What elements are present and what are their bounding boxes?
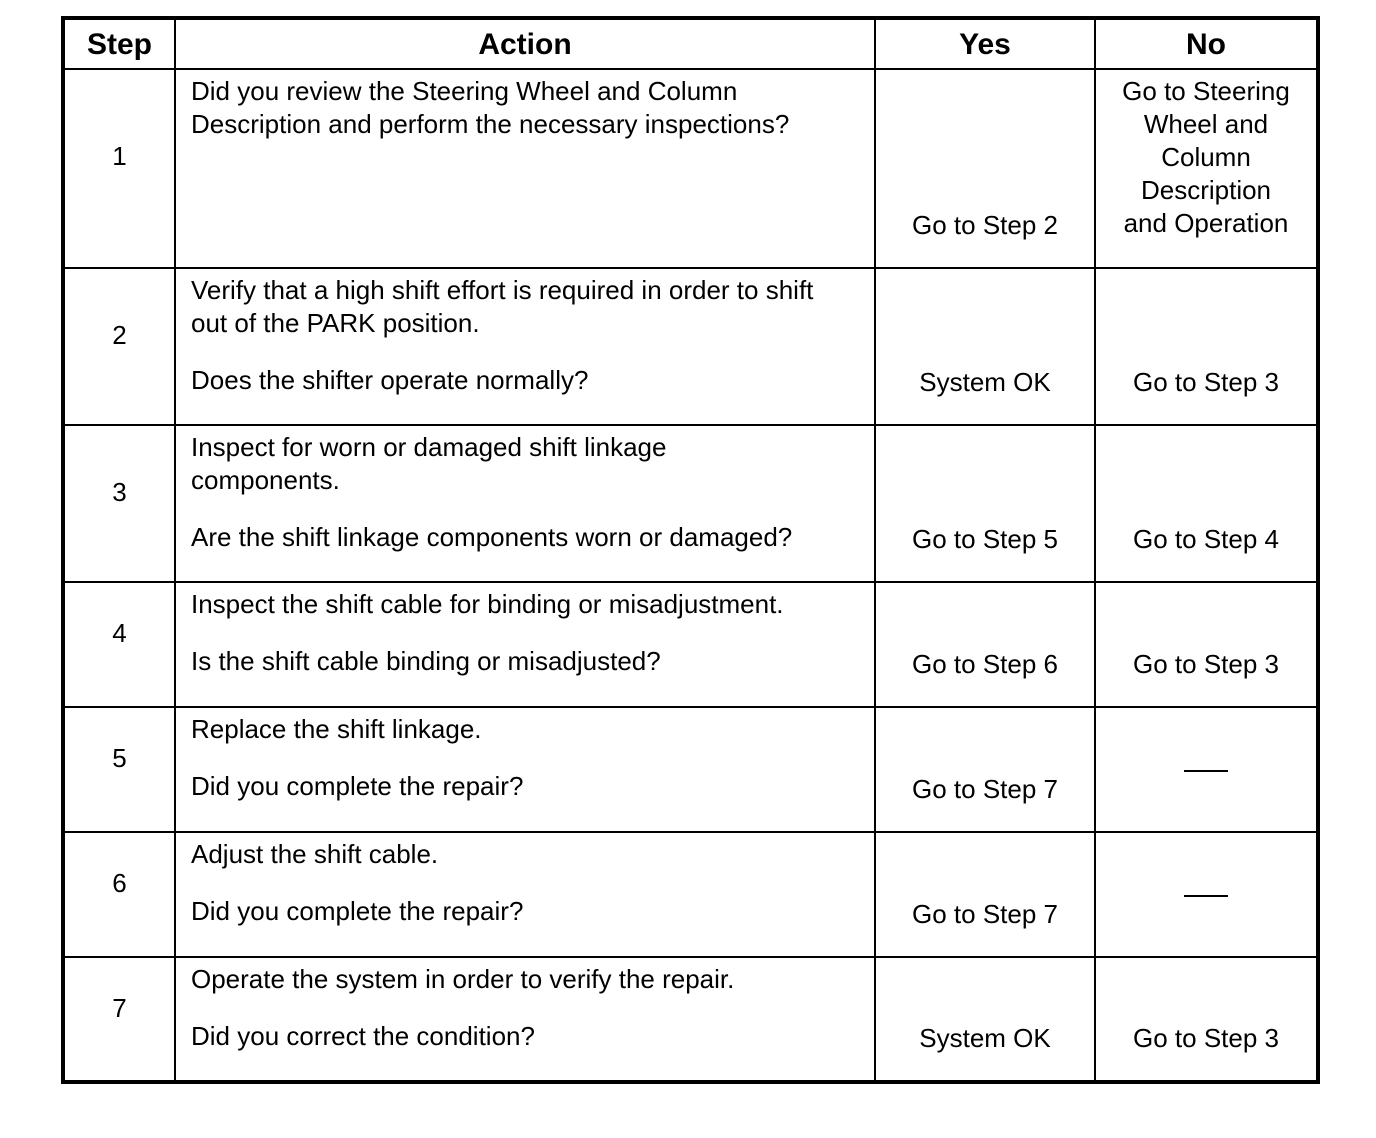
action-line: Inspect for worn or damaged shift linkage (191, 432, 667, 462)
action-line: Description and perform the necessary inspections? (191, 109, 790, 139)
action-cell (175, 268, 875, 425)
step-number-cell (63, 707, 175, 832)
table-row (63, 582, 1318, 707)
action-line: Operate the system in order to verify the repair. (191, 964, 735, 994)
action-cell (175, 425, 875, 582)
table-row (63, 69, 1318, 268)
action-cell (175, 707, 875, 832)
step-number-cell (63, 268, 175, 425)
table-row (63, 957, 1318, 1082)
no-result-line: Wheel and (1143, 109, 1269, 139)
yes-result-cell: Go to Step 7 (875, 707, 1095, 832)
yes-column-header: Yes (875, 18, 1095, 69)
action-question: Did you complete the repair? (191, 771, 524, 801)
yes-result-cell: Go to Step 6 (875, 582, 1095, 707)
yes-result-cell: Go to Step 5 (875, 425, 1095, 582)
no-result-line: Go to Steering (1122, 76, 1290, 106)
yes-result-cell: System OK (875, 268, 1095, 425)
no-result-cell (1095, 69, 1318, 268)
action-line: Verify that a high shift effort is required in order to shift (191, 275, 814, 305)
action-line: Replace the shift linkage. (191, 714, 482, 744)
step-number-cell (63, 425, 175, 582)
action-question: Did you complete the repair? (191, 896, 524, 926)
no-result-line: Description (1140, 175, 1272, 205)
action-question: Does the shifter operate normally? (191, 365, 589, 395)
no-result-cell: Go to Step 3 (1095, 582, 1318, 707)
no-column-header: No (1095, 18, 1318, 69)
diagnostic-table (61, 16, 1320, 1084)
action-line: Inspect the shift cable for binding or misadjustment. (191, 589, 784, 619)
action-question: Are the shift linkage components worn or damaged? (191, 522, 793, 552)
action-question: Is the shift cable binding or misadjusted? (191, 646, 661, 676)
action-line: out of the PARK position. (191, 308, 480, 338)
action-line: Did you review the Steering Wheel and Column (191, 76, 738, 106)
yes-result-cell: System OK (875, 957, 1095, 1082)
action-cell (175, 582, 875, 707)
no-result-line: and Operation (1123, 208, 1289, 238)
action-cell (175, 957, 875, 1082)
step-number: 4 (112, 618, 127, 648)
no-result-dash (1184, 770, 1228, 772)
step-number: 2 (112, 320, 127, 350)
step-number: 7 (112, 993, 127, 1023)
step-number-cell (63, 957, 175, 1082)
step-number: 6 (112, 868, 127, 898)
table-row (63, 425, 1318, 582)
step-number-cell (63, 832, 175, 957)
action-column-header: Action (175, 18, 875, 69)
yes-result-cell: Go to Step 2 (875, 69, 1095, 268)
no-result-cell (1095, 707, 1318, 832)
yes-result-cell: Go to Step 7 (875, 832, 1095, 957)
step-column-header: Step (63, 18, 175, 69)
step-number: 5 (112, 743, 127, 773)
action-line: components. (191, 465, 340, 495)
table-header-row (63, 18, 1318, 69)
no-result-cell (1095, 832, 1318, 957)
no-result-line: Column (1161, 142, 1251, 172)
step-number-cell (63, 582, 175, 707)
action-question: Did you correct the condition? (191, 1021, 535, 1051)
step-number-cell (63, 69, 175, 268)
table-row (63, 268, 1318, 425)
table-row (63, 832, 1318, 957)
no-result-cell: Go to Step 3 (1095, 957, 1318, 1082)
action-cell (175, 69, 875, 268)
step-number: 3 (112, 477, 127, 507)
no-result-cell: Go to Step 3 (1095, 268, 1318, 425)
no-result-cell: Go to Step 4 (1095, 425, 1318, 582)
no-result-dash (1184, 895, 1228, 897)
action-cell (175, 832, 875, 957)
table-row (63, 707, 1318, 832)
step-number: 1 (112, 141, 127, 171)
action-line: Adjust the shift cable. (191, 839, 439, 869)
